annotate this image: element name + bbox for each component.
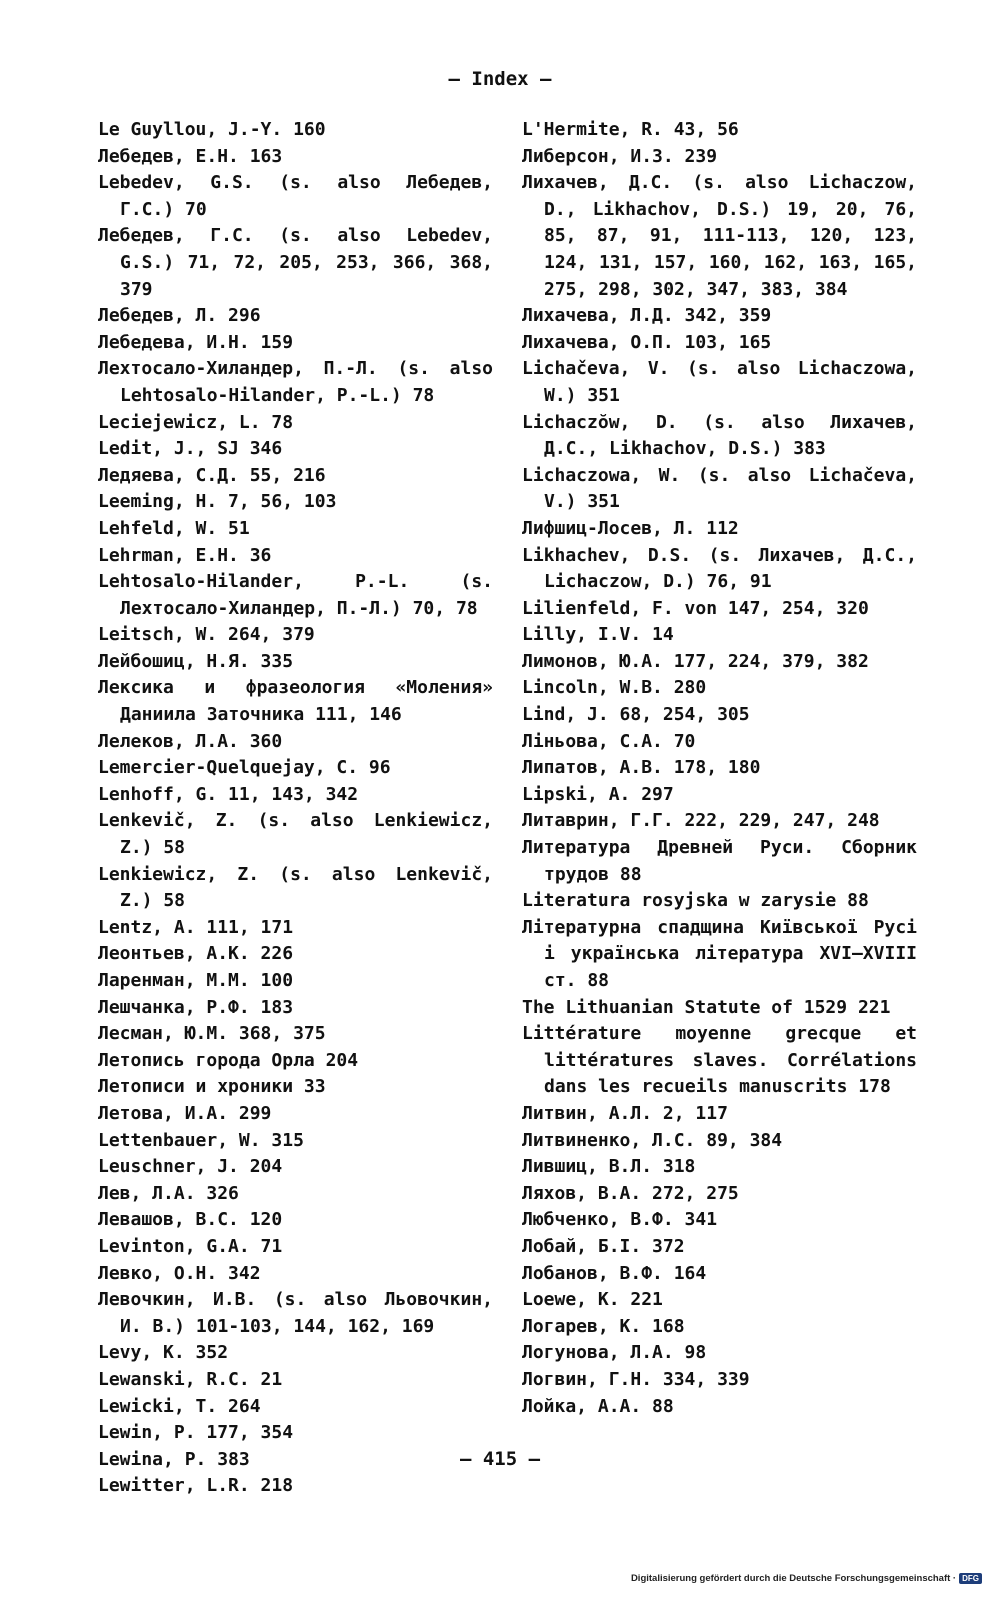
index-entry: Ларенман, М.М. 100 — [98, 970, 294, 991]
index-entry: Лексика и фразеология «Моления» Даниила Заточника 111, 146 — [98, 677, 493, 726]
index-entry: Ледяева, С.Д. 55, 216 — [98, 464, 326, 486]
index-entry: Лебедев, Г.С. (s. also Lebedev, G.S.) 71, 72, 205, 253, 366, 368, 379 — [98, 225, 493, 300]
index-entry: Ляхов, В.А. 272, 275 — [522, 1182, 739, 1204]
index-entry: Lind, J. 68, 254, 305 — [522, 704, 750, 726]
index-entry: Likhachev, D.S. (s. Лихачев, Д.С., Lichaczow, D.) 76, 91 — [522, 544, 917, 593]
index-entry: Летопись города Орла 204 — [98, 1049, 359, 1071]
index-entry: Leciejewicz, L. 78 — [98, 411, 294, 433]
index-entry: Lenkiewicz, Z. (s. also Lenkevič, Z.) 58 — [98, 863, 493, 912]
index-column-right — [522, 117, 917, 1420]
index-entry: Lewin, P. 177, 354 — [98, 1422, 294, 1444]
index-entry: Loewe, K. 221 — [522, 1289, 663, 1311]
index-entry: Лелеков, Л.А. 360 — [98, 730, 283, 752]
index-entry: Лихачева, О.П. 103, 165 — [522, 331, 772, 353]
index-entry: Levinton, G.A. 71 — [98, 1235, 283, 1257]
index-entry: Левочкин, И.В. (s. also Льовочкин, И. В.) 101-103, 144, 162, 169 — [98, 1289, 493, 1337]
index-entry: Лойка, А.А. 88 — [522, 1395, 674, 1417]
digitization-footer — [631, 1573, 982, 1584]
index-entry: Lewitter, L.R. 218 — [98, 1475, 294, 1497]
index-entry: Leeming, H. 7, 56, 103 — [98, 491, 337, 513]
index-entry: Le Guyllou, J.-Y. 160 — [98, 119, 326, 140]
index-entry: Ledit, J., SJ 346 — [98, 438, 283, 460]
index-entry: Логвин, Г.Н. 334, 339 — [522, 1368, 750, 1390]
footer-text: Digitalisierung gefördert durch die Deutsche Forschungsgemeinschaft · — [630, 1573, 957, 1584]
index-entry: Логунова, Л.А. 98 — [522, 1342, 707, 1364]
index-entry: Лобанов, В.Ф. 164 — [522, 1262, 707, 1284]
index-entry: Lehrman, E.H. 36 — [98, 544, 272, 566]
index-entry: Лев, Л.А. 326 — [98, 1182, 239, 1204]
index-entry: Levy, K. 352 — [98, 1342, 229, 1364]
index-entry: Lebedev, G.S. (s. also Лебедев, Г.С.) 70 — [98, 172, 493, 220]
index-entry: Литвиненко, Л.С. 89, 384 — [522, 1129, 783, 1151]
index-entry: Leitsch, W. 264, 379 — [98, 624, 315, 646]
index-entry: Литаврин, Г.Г. 222, 229, 247, 248 — [522, 810, 880, 832]
index-entry: Летописи и хроники 33 — [98, 1076, 326, 1098]
index-entry: Lewicki, T. 264 — [98, 1395, 261, 1417]
index-entry: Лесман, Ю.М. 368, 375 — [98, 1023, 326, 1045]
index-entry: Lincoln, W.B. 280 — [522, 677, 707, 699]
index-column-left — [98, 117, 493, 1500]
index-entry: The Lithuanian Statute of 1529 221 — [522, 996, 891, 1018]
page-header: – Index – — [448, 68, 552, 90]
index-entry: Липатов, А.В. 178, 180 — [522, 757, 761, 779]
index-entry: Lehfeld, W. 51 — [98, 517, 250, 539]
index-entry: Леонтьев, А.К. 226 — [98, 943, 294, 965]
index-entry: Лимонов, Ю.А. 177, 224, 379, 382 — [522, 650, 869, 672]
index-entry: Lenkevič, Z. (s. also Lenkiewicz, Z.) 58 — [98, 810, 493, 859]
index-entry: Левашов, В.С. 120 — [98, 1209, 283, 1231]
index-entry: Лифшиц-Лосев, Л. 112 — [522, 517, 739, 539]
index-entry: Литвин, А.Л. 2, 117 — [522, 1102, 728, 1124]
index-entry: Любченко, В.Ф. 341 — [522, 1209, 718, 1231]
index-entry: Летова, И.А. 299 — [98, 1102, 272, 1124]
index-entry: Ліньова, С.А. 70 — [522, 730, 696, 752]
index-entry: Lettenbauer, W. 315 — [98, 1129, 304, 1151]
dfg-logo: DFG — [959, 1573, 982, 1584]
index-entry: Lentz, A. 111, 171 — [98, 916, 294, 938]
index-entry: Literatura rosyjska w zarysie 88 — [522, 890, 869, 912]
index-entry: Lichačeva, V. (s. also Lichaczowa, W.) 351 — [522, 358, 917, 406]
index-entry: Лехтосало-Хиландер, П.-Л. (s. also Lehtosalo-Hilander, P.-L.) 78 — [98, 358, 493, 406]
index-entry: Lilienfeld, F. von 147, 254, 320 — [522, 597, 869, 619]
index-entry: Лейбошиц, Н.Я. 335 — [98, 650, 294, 672]
index-entry: Литература Древней Руси. Сборник трудов 88 — [522, 837, 917, 885]
index-entry: Літературна спадщина Київської Русі і українська література XVI–XVIII ст. 88 — [522, 916, 917, 991]
index-entry: Lewina, P. 383 — [98, 1448, 250, 1470]
index-entry: Лившиц, В.Л. 318 — [522, 1156, 696, 1178]
index-entry: Левко, О.Н. 342 — [98, 1262, 261, 1284]
index-entry: Lenhoff, G. 11, 143, 342 — [98, 783, 359, 805]
index-entry: Либерсон, И.З. 239 — [522, 145, 718, 167]
index-entry: Лешчанка, Р.Ф. 183 — [98, 996, 294, 1018]
index-entry: Лебедев, Л. 296 — [98, 305, 261, 327]
index-entry: Lewanski, R.C. 21 — [98, 1368, 283, 1390]
index-entry: Lichaczowa, W. (s. also Lichačeva, V.) 351 — [522, 464, 917, 513]
index-entry: L'Hermite, R. 43, 56 — [522, 119, 739, 140]
index-entry: Лобай, Б.І. 372 — [522, 1235, 685, 1257]
index-entry: Lilly, I.V. 14 — [522, 624, 674, 646]
page-number: – 415 – — [459, 1448, 541, 1470]
index-entry: Leuschner, J. 204 — [98, 1156, 283, 1178]
index-entry: Lipski, A. 297 — [522, 783, 674, 805]
index-entry: Лебедев, Е.Н. 163 — [98, 145, 283, 167]
index-entry: Лихачев, Д.С. (s. also Lichaczow, D., Likhachov, D.S.) 19, 20, 76, 85, 87, 91, 111-113, 120, 123, 124, 131, 157, 160, 162, 163, 165, 275, 298, 302, 347, 383, 384 — [522, 172, 917, 300]
index-entry: Логарев, К. 168 — [522, 1315, 685, 1337]
index-entry: Lehtosalo-Hilander, P.-L. (s. Лехтосало-Хиландер, П.-Л.) 70, 78 — [98, 571, 493, 619]
index-entry: Lichaczŏw, D. (s. also Лихачев, Д.С., Likhachov, D.S.) 383 — [522, 411, 917, 460]
index-entry: Лихачева, Л.Д. 342, 359 — [522, 305, 772, 327]
index-entry: Лебедева, И.Н. 159 — [98, 331, 294, 353]
index-entry: Lemercier-Quelquejay, C. 96 — [98, 757, 391, 779]
index-entry: Littérature moyenne grecque et littératures slaves. Corrélations dans les recueils manuscrits 178 — [522, 1023, 917, 1098]
